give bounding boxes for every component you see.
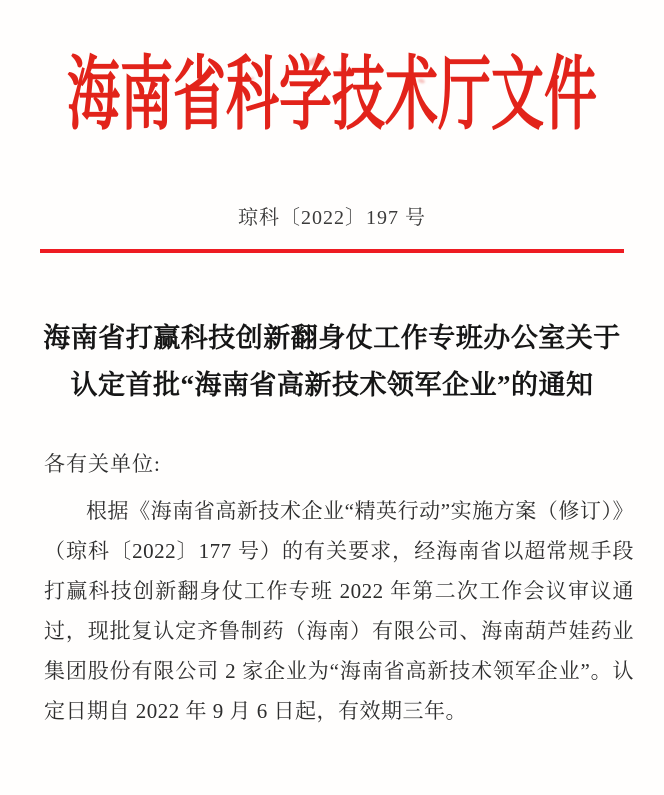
- body-paragraph: 根据《海南省高新技术企业“精英行动”实施方案（修订）》（琼科〔2022〕177 号）的有关要求，经海南省以超常规手段打赢科技创新翻身仗工作专班 2022 年第二次工作会议审议通过，现批复认定齐鲁制药（海南）有限公司、海南葫芦娃药业集团股份有限公司 2 家企业为“海南省高新技术领军企业”。认定日期自 2022 年 9 月 6 日起，有效期三年。: [44, 499, 634, 723]
- letterhead-title: 海南省科学技术厅文件: [67, 52, 597, 141]
- salutation: 各有关单位:: [44, 452, 161, 476]
- notice-title-line1: 海南省打赢科技创新翻身仗工作专班办公室关于: [43, 323, 621, 353]
- document-page: [0, 52, 664, 795]
- doc-number: 琼科〔2022〕197 号: [238, 207, 426, 229]
- notice-title-line2: 认定首批“海南省高新技术领军企业”的通知: [70, 370, 594, 400]
- notice-body: [0, 449, 664, 731]
- notice-title: [0, 315, 664, 409]
- red-divider-line: [40, 249, 624, 253]
